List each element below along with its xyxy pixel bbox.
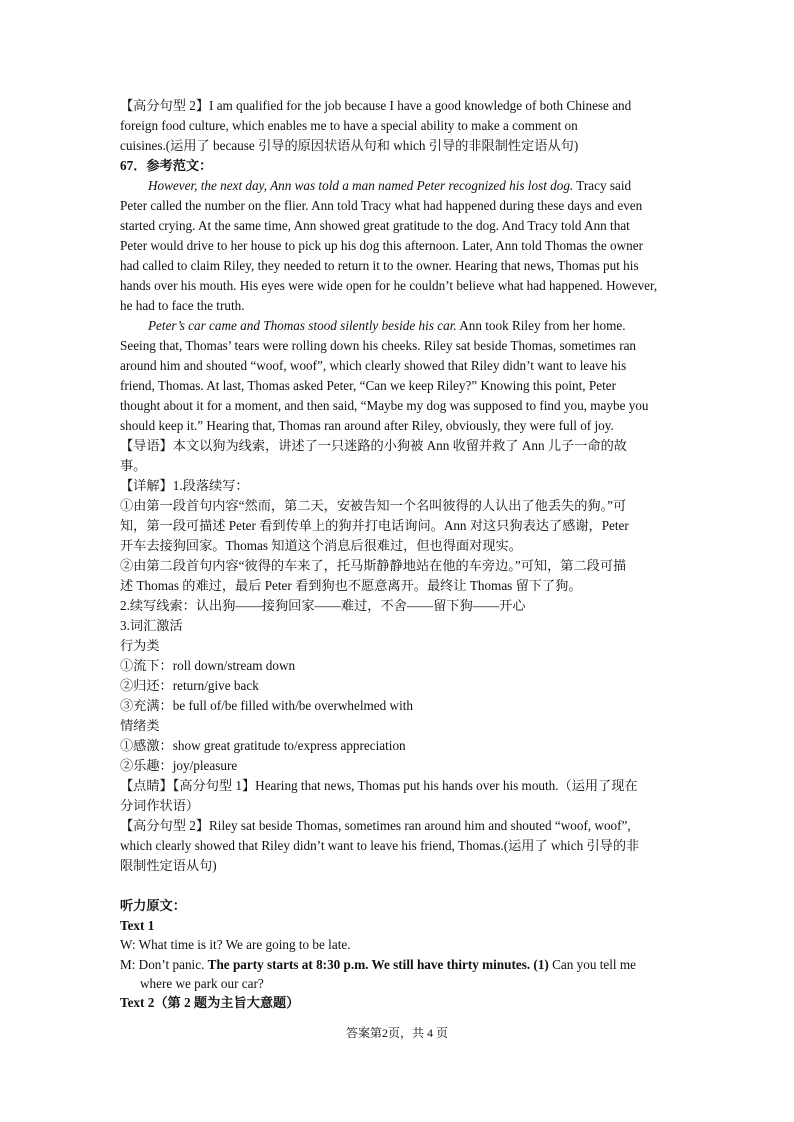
p1-lead: However, the next day, Ann was told a man named Peter recognized his lost dog.: [148, 178, 574, 193]
vocab-item: ①流下：roll down/stream down: [120, 658, 296, 673]
vocab-category-emotion: 情绪类: [120, 718, 160, 733]
comment-line4: which clearly showed that Riley didn’t want to leave his friend, Thomas.(运用了 which 引导的非: [120, 838, 640, 853]
detail-item1-line3: 开车去接狗回家。Thomas 知道这个消息后很难过，但也得面对现实。: [120, 538, 522, 553]
detail-item2-line1: ②由第二段首句内容“彼得的车来了，托马斯静静地站在他的车旁边。”可知，第二段可描: [120, 558, 627, 573]
comment-line2: 分词作状语）: [120, 798, 200, 813]
detail-heading: 【详解】1.段落续写：: [120, 478, 249, 493]
dialogue-w-line: W: What time is it? We are going to be late.: [120, 937, 351, 952]
pattern2-line1: 【高分句型 2】I am qualified for the job because I have a good knowledge of both Chinese and: [120, 98, 632, 113]
text2-title: Text 2（第 2 题为主旨大意题）: [120, 995, 300, 1010]
vocab-item: ①感激：show great gratitude to/express appreciation: [120, 738, 406, 753]
text1-title: Text 1: [120, 918, 155, 933]
p1-line6: hands over his mouth. His eyes were wide open for he couldn’t believe what had happened. However,: [120, 278, 658, 293]
dialogue-m-line2: where we park our car?: [140, 976, 264, 991]
p2-lead: Peter’s car came and Thomas stood silently beside his car.: [148, 318, 457, 333]
detail-item1-line2: 知，第一段可描述 Peter 看到传单上的狗并打电话询问。Ann 对这只狗表达了感谢，Peter: [120, 518, 629, 533]
pattern2-line2: foreign food culture, which enables me to have a special ability to make a comment on: [120, 118, 578, 133]
dialogue-m-line1: [120, 955, 680, 975]
p1-line7: he had to face the truth.: [120, 298, 245, 313]
vocab-item: ②乐趣：joy/pleasure: [120, 758, 238, 773]
vocab-item: ②归还：return/give back: [120, 678, 259, 693]
m-prefix: M: Don’t panic.: [120, 957, 208, 972]
vocab-title: 3.词汇激活: [120, 618, 183, 633]
p2-line1: [148, 316, 680, 336]
q67-heading: 67．参考范文：: [120, 158, 213, 173]
p1-line3: started crying. At the same time, Ann showed great gratitude to the dog. And Tracy told Ann that: [120, 218, 630, 233]
detail-item2-line2: 述 Thomas 的难过，最后 Peter 看到狗也不愿意离开。最终让 Thomas 留下了狗。: [120, 578, 582, 593]
p2-line2: Seeing that, Thomas’ tears were rolling down his cheeks. Riley sat beside Thomas, sometimes ran: [120, 338, 637, 353]
detail-item1-line1: ①由第一段首句内容“然而，第二天，安被告知一个名叫彼得的人认出了他丢失的狗。”可: [120, 498, 627, 513]
p2-line6: should keep it.” Hearing that, Thomas ran around after Riley, obviously, they were full of joy.: [120, 418, 614, 433]
comment-line3: 【高分句型 2】Riley sat beside Thomas, sometimes ran around him and shouted “woof, woof”,: [120, 818, 631, 833]
pattern2-line3: cuisines.(运用了 because 引导的原因状语从句和 which 引导的非限制性定语从句): [120, 138, 579, 153]
vocab-item: ③充满：be full of/be filled with/be overwhelmed with: [120, 698, 413, 713]
m-rest: Can you tell me: [548, 957, 636, 972]
p2-line3: around him and shouted “woof, woof”, which clearly showed that Riley didn’t want to leave his: [120, 358, 627, 373]
guide-line2: 事。: [120, 458, 147, 473]
p1-line5: had called to claim Riley, they needed to return it to the owner. Hearing that news, Thomas put his: [120, 258, 639, 273]
comment-line5: 限制性定语从句): [120, 858, 217, 873]
vocab-category-action: 行为类: [120, 638, 160, 653]
listening-heading: 听力原文：: [120, 898, 186, 913]
p1-line1: [148, 176, 680, 196]
m-bold: The party starts at 8:30 p.m. We still have thirty minutes. (1): [207, 957, 549, 972]
p1-line1-rest: Tracy said: [573, 178, 632, 193]
p1-line4: Peter would drive to her house to pick up his dog this afternoon. Later, Ann told Thomas the owner: [120, 238, 643, 253]
p1-line2: Peter called the number on the flier. Ann told Tracy what had happened during these days and even: [120, 198, 643, 213]
p2-line4: friend, Thomas. At last, Thomas asked Peter, “Can we keep Riley?” Knowing this point, Peter: [120, 378, 616, 393]
p2-line1-rest: Ann took Riley from her home.: [456, 318, 626, 333]
p2-line5: thought about it for a moment, and then said, “Maybe my dog was supposed to find you, maybe you: [120, 398, 649, 413]
detail-clue: 2.续写线索：认出狗——接狗回家——难过，不舍——留下狗——开心: [120, 598, 526, 613]
comment-line1: 【点睛】【高分句型 1】Hearing that news, Thomas put his hands over his mouth.（运用了现在: [120, 778, 638, 793]
page-footer: 答案第2页，共 4 页: [345, 1026, 448, 1040]
guide-line1: 【导语】本文以狗为线索，讲述了一只迷路的小狗被 Ann 收留并救了 Ann 儿子一命的故: [120, 438, 627, 453]
